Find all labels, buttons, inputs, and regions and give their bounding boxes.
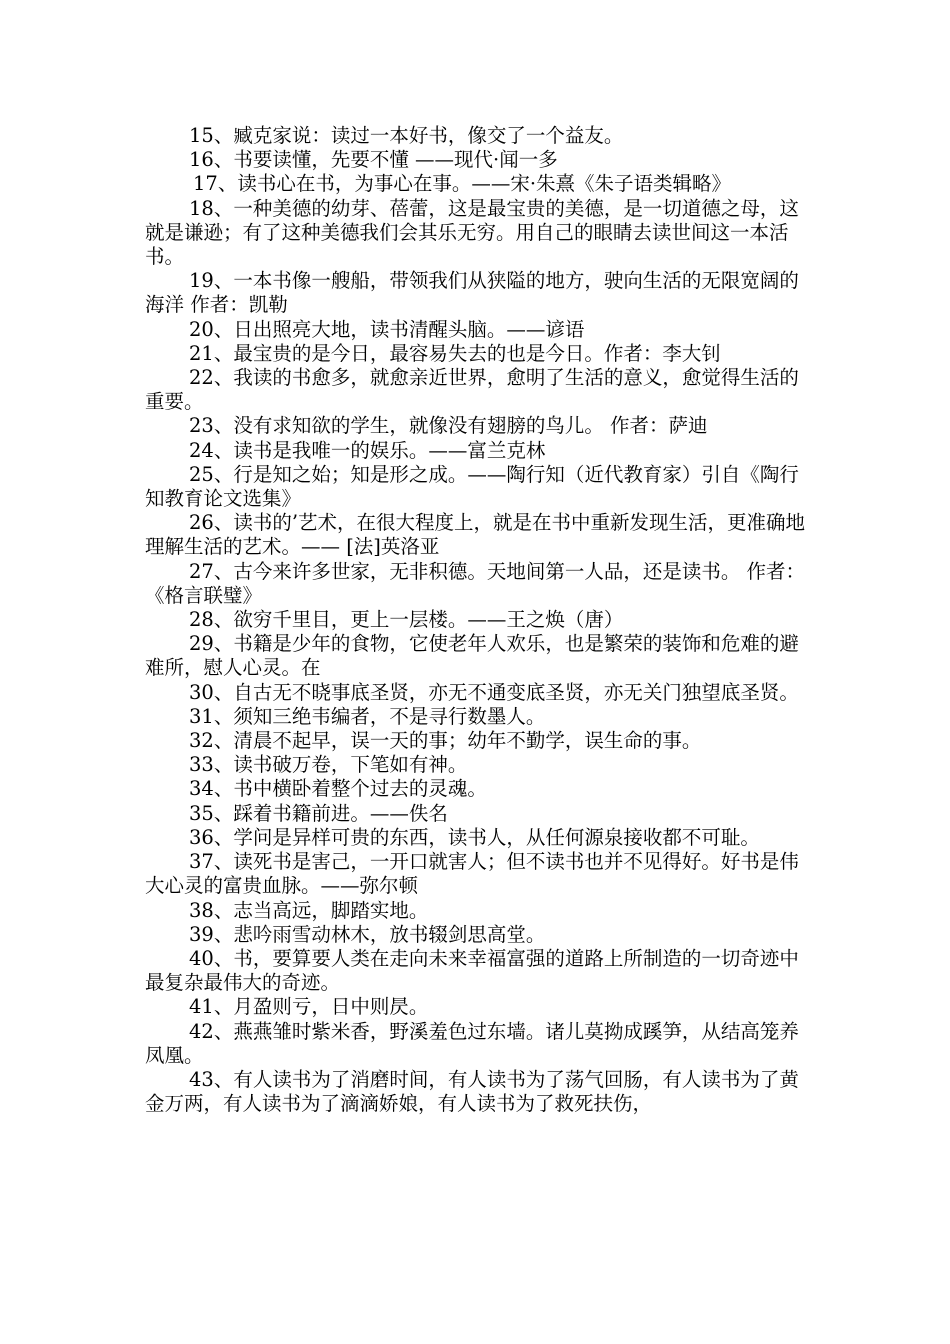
quote-paragraph: 35、踩着书籍前进。——佚名 (189, 801, 448, 825)
quote-paragraph: 22、我读的书愈多，就愈亲近世界，愈明了生活的意义，愈觉得生活的重要。 (145, 366, 799, 414)
quote-paragraph: 34、书中横卧着整个过去的灵魂。 (189, 777, 487, 801)
quote-paragraph: 18、一种美德的幼芽、蓓蕾，这是最宝贵的美德，是一切道德之母，这就是谦逊；有了这种美德我们会其乐无穷。用自己的眼睛去读世间这一本活书。 (145, 196, 799, 269)
quote-paragraph: 36、学问是异样可贵的东西，读书人，从任何源泉接收都不可耻。 (189, 825, 760, 849)
quote-paragraph: 37、读死书是害己，一开口就害人；但不读书也并不见得好。好书是伟大心灵的富贵血脉。——弥尔顿 (145, 850, 799, 898)
quote-paragraph: 16、书要读懂，先要不懂 ——现代·闻一多 (189, 148, 558, 172)
quote-paragraph: 41、月盈则亏，日中则昃。 (189, 995, 429, 1019)
quote-paragraph: 33、读书破万卷，下笔如有神。 (189, 753, 468, 777)
quote-paragraph: 43、有人读书为了消磨时间，有人读书为了荡气回肠，有人读书为了黄金万两，有人读书为了滴滴娇娘，有人读书为了救死扶伤， (145, 1067, 799, 1116)
quote-paragraph: 24、读书是我唯一的娱乐。——富兰克林 (189, 438, 546, 462)
quote-paragraph: 29、书籍是少年的食物，它使老年人欢乐，也是繁荣的装饰和危难的避难所，慰人心灵。在 (145, 632, 799, 680)
quote-paragraph: 28、欲穷千里目，更上一层楼。——王之焕（唐） (189, 608, 624, 632)
quote-paragraph: 25、行是知之始；知是形之成。——陶行知（近代教育家）引自《陶行知教育论文选集》 (145, 462, 799, 511)
quote-paragraph: 19、一本书像一艘船，带领我们从狭隘的地方，驶向生活的无限宽阔的海洋 作者：凯勒 (145, 269, 799, 317)
quote-paragraph: 26、读书的’艺术，在很大程度上，就是在书中重新发现生活，更准确地理解生活的艺术。—— [法]英洛亚 (145, 511, 806, 559)
quote-paragraph: 32、清晨不起早，误一天的事；幼年不勤学，误生命的事。 (189, 729, 702, 753)
quote-paragraph: 17、读书心在书，为事心在事。——宋·朱熹《朱子语类辑略》 (193, 172, 732, 196)
quote-paragraph: 15、臧克家说：读过一本好书，像交了一个益友。 (189, 124, 624, 147)
quote-paragraph: 30、自古无不晓事底圣贤，亦无不通变底圣贤，亦无关门独望底圣贤。 (189, 680, 799, 704)
quote-paragraph: 40、书，要算要人类在走向未来幸福富强的道路上所制造的一切奇迹中最复杂最伟大的奇迹。 (145, 946, 799, 995)
quote-paragraph: 21、最宝贵的是今日，最容易失去的也是今日。作者：李大钊 (189, 341, 721, 365)
quote-paragraph: 39、悲吟雨雪动林木，放书辍剑思高堂。 (189, 922, 546, 946)
quote-paragraph: 31、须知三绝韦编者，不是寻行数墨人。 (189, 704, 546, 728)
quote-paragraph: 23、没有求知欲的学生，就像没有翅膀的鸟儿。 作者：萨迪 (189, 414, 708, 438)
quote-paragraph: 42、燕燕雏时紫米香，野溪羞色过东墙。诸儿莫拗成蹊笋，从结高笼养凤凰。 (145, 1019, 799, 1067)
quote-paragraph: 27、古今来许多世家，无非积德。天地间第一人品，还是读书。 作者：《格言联璧》 (145, 559, 806, 607)
quote-paragraph: 20、日出照亮大地，读书清醒头脑。——谚语 (189, 317, 585, 341)
document-page (145, 124, 817, 1116)
quote-paragraph: 38、志当高远，脚踏实地。 (189, 898, 429, 922)
